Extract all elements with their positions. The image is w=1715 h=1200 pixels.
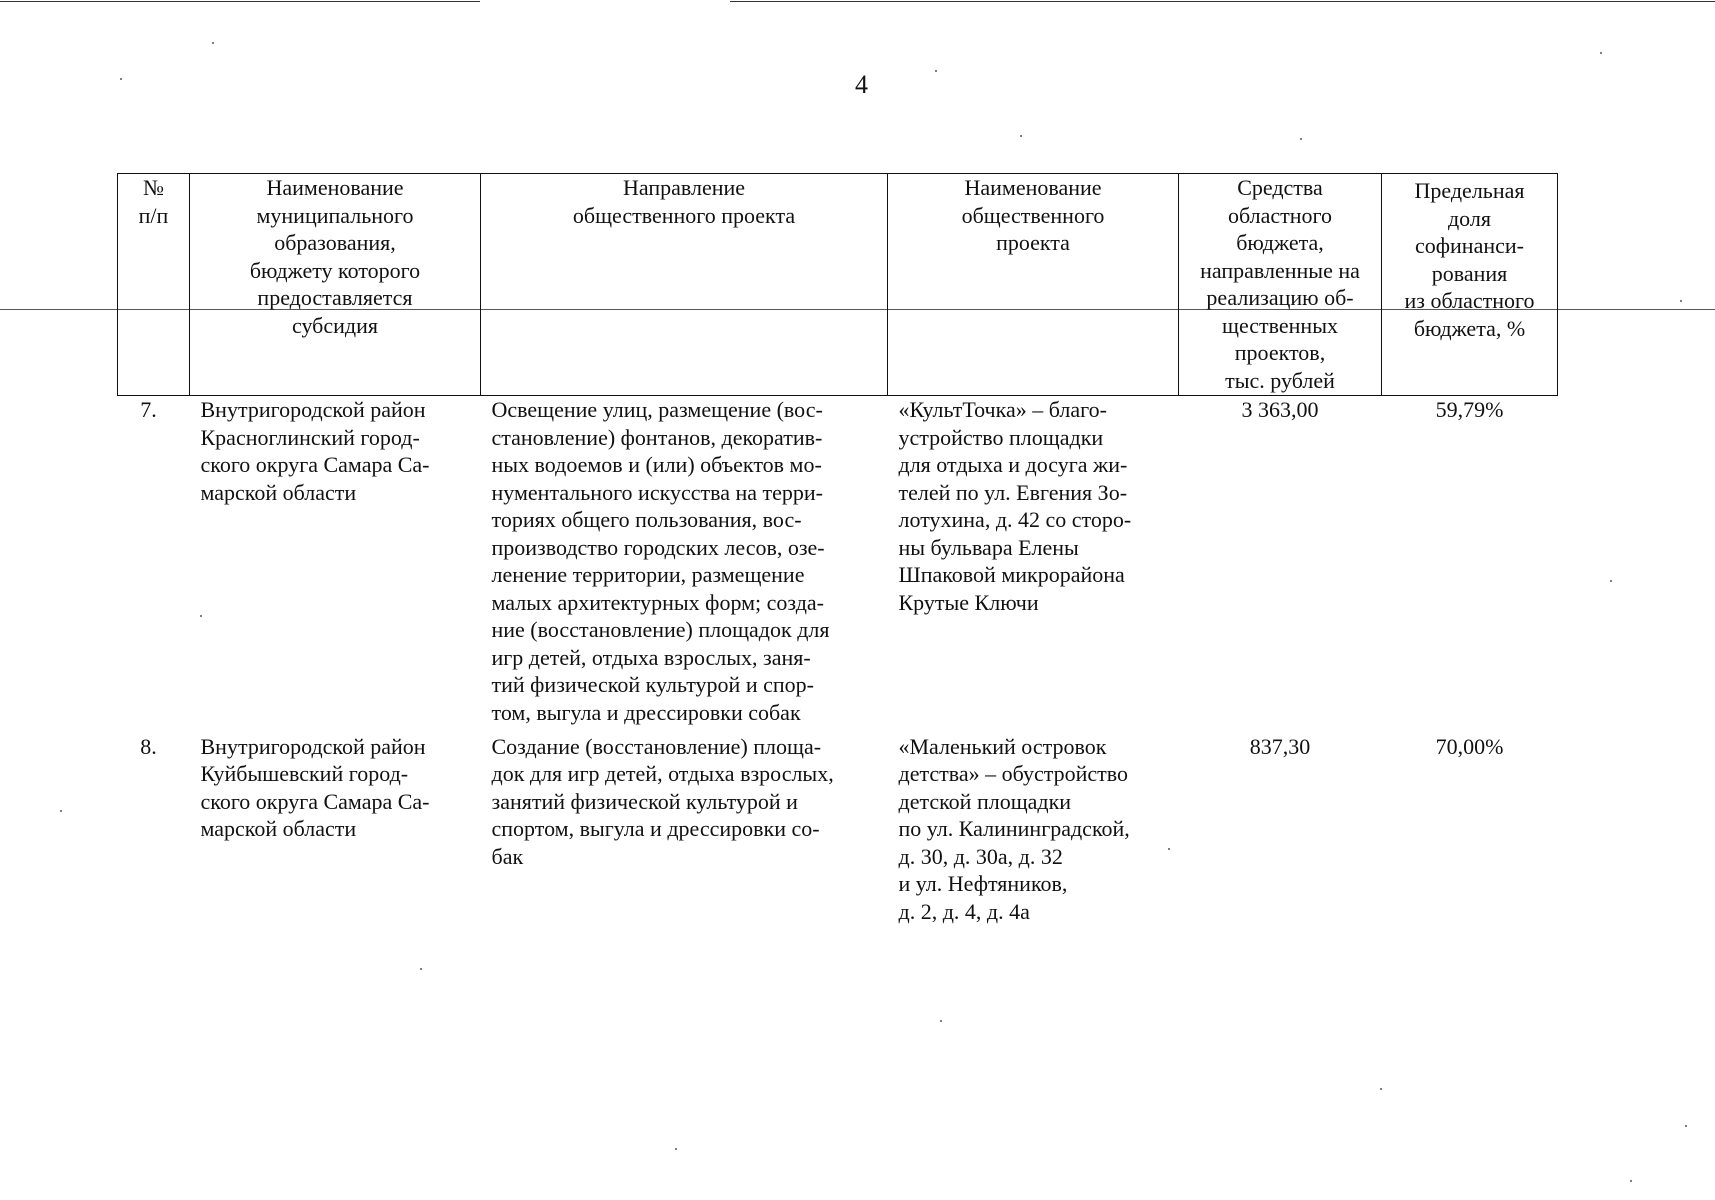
table-row: [118, 733, 1558, 926]
scan-speck: [212, 42, 214, 44]
scan-speck: [1610, 580, 1612, 582]
row-direction: Создание (восстановление) площа- док для игр детей, отдыха взрослых, занятий физической культурой и спортом, выгула и дрессировки со- бак: [491, 733, 834, 869]
header-number: № п/п: [118, 174, 190, 396]
table-header-row: [118, 174, 1558, 396]
row-project: «Маленький островок детства» – обустройство детской площадки по ул. Калининградской, д. 30, д. 30а, д. 32 и ул. Нефтяников, д. 2, д. 4, д. 4а: [898, 733, 1130, 924]
scan-speck: [675, 1148, 677, 1150]
scan-line-top-left: [0, 1, 480, 2]
scan-speck: [1300, 138, 1302, 140]
header-funds: Средства областного бюджета, направленные на реализацию об- щественных проектов, тыс. рублей: [1179, 174, 1382, 396]
row-municipality: Внутригородской район Красноглинский город- ского округа Самара Са- марской области: [200, 397, 430, 505]
table-row: [118, 396, 1558, 733]
scan-speck: [935, 70, 937, 72]
scan-speck: [1680, 300, 1682, 302]
scan-speck: [1020, 135, 1022, 137]
header-municipality: Наименование муниципального образования, бюджету которого предоставляется субсидия: [190, 174, 481, 396]
scan-speck: [120, 78, 122, 80]
row-number: 7.: [140, 397, 157, 422]
row-funds: 837,30: [1249, 733, 1311, 759]
scan-speck: [1630, 1180, 1632, 1182]
scan-speck: [1168, 848, 1170, 850]
row-share: 59,79%: [1435, 397, 1504, 422]
row-municipality: Внутригородской район Куйбышевский город- ского округа Самара Са- марской области: [200, 733, 430, 841]
row-direction: Освещение улиц, размещение (вос- становление) фонтанов, декоратив- ных водоемов и (или) объектов мо- нументального искусства на терри- ториях общего пользования, вос- производство городских лесов, озе- ленение территории, размещение малых архитектурных форм; созда- ние (восстановление) площадок для игр детей, отдыха взрослых, заня- тий физической культурой и спор- том, выгула и дрессировки собак: [491, 397, 830, 725]
page-number: 4: [855, 70, 868, 99]
scan-speck: [1685, 1125, 1687, 1127]
scan-line-top-right: [730, 1, 1715, 2]
row-number: 8.: [140, 733, 157, 759]
row-share: 70,00%: [1435, 733, 1504, 759]
header-share: Предельная доля софинанси- рования из областного бюджета, %: [1382, 174, 1558, 396]
scan-speck: [940, 1020, 942, 1022]
row-project: «КультТочка» – благо- устройство площадки для отдыха и досуга жи- телей по ул. Евгения Зо- лотухина, д. 42 со сторо- ны бульвара Елены Шпаковой микрорайона Крутые Ключи: [898, 397, 1132, 615]
scan-speck: [60, 810, 62, 812]
subsidy-table: [117, 173, 1558, 925]
header-project: Наименование общественного проекта: [888, 174, 1179, 396]
scan-speck: [200, 615, 202, 617]
scan-speck: [420, 968, 422, 970]
header-direction: Направление общественного проекта: [481, 174, 888, 396]
scan-speck: [1380, 1088, 1382, 1090]
row-funds: 3 363,00: [1241, 397, 1319, 422]
scan-speck: [1600, 52, 1602, 54]
